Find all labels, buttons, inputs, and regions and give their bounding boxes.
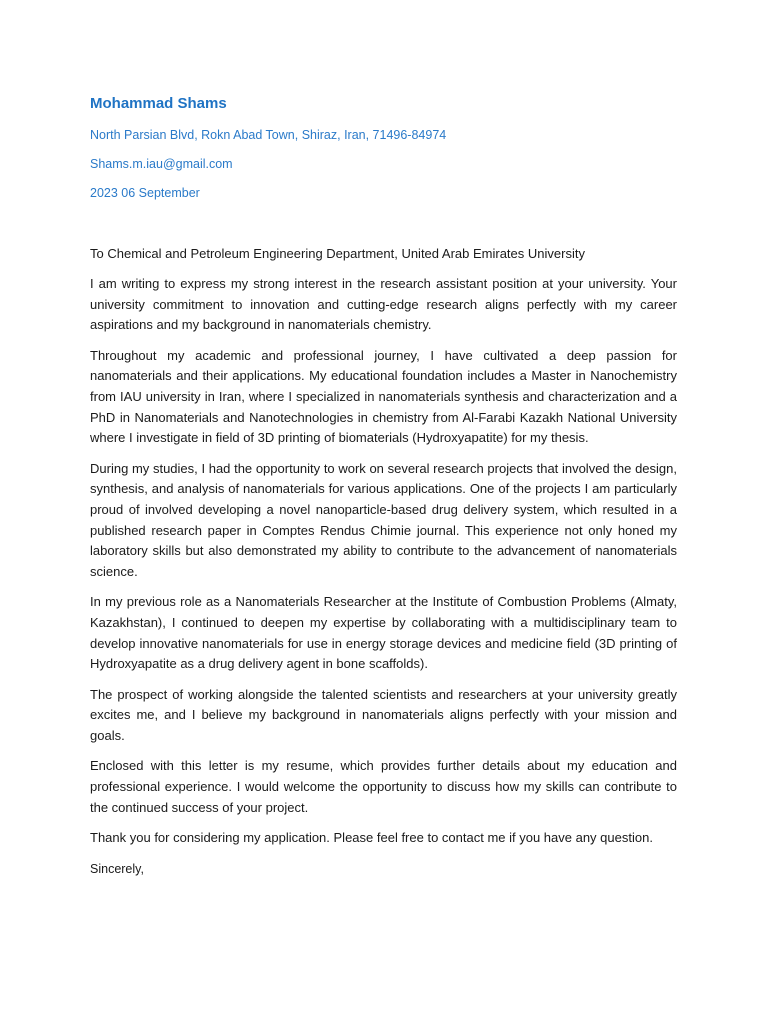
letter-body [90, 244, 677, 879]
paragraph-intro: I am writing to express my strong interest in the research assistant position at your university. Your university commitment to innovation and cutting-edge research aligns perfectly with my career aspirations and my background in nanomaterials chemistry. [90, 276, 677, 333]
letter-date: 2023 06 September [90, 186, 200, 200]
paragraph-thanks: Thank you for considering my application. Please feel free to contact me if you have any question. [90, 830, 653, 846]
sender-header [90, 94, 680, 214]
paragraph-enclosure: Enclosed with this letter is my resume, which provides further details about my education and professional experience. I would welcome the opportunity to discuss how my skills can contribute to the continued success of your project. [90, 758, 677, 815]
paragraph-research: During my studies, I had the opportunity to work on several research projects that involved the design, synthesis, and analysis of nanomaterials for various applications. One of the projects I am particularly proud of involved developing a novel nanoparticle-based drug delivery system, which resulted in a published research paper in Comptes Rendus Chimie journal. This experience not only honed my laboratory skills but also demonstrated my ability to contribute to the advancement of nanomaterials science. [90, 460, 677, 579]
paragraph-prospect: The prospect of working alongside the talented scientists and researchers at your university greatly excites me, and I believe my background in nanomaterials aligns perfectly with your mission and goals. [90, 686, 677, 743]
sender-address: North Parsian Blvd, Rokn Abad Town, Shiraz, Iran, 71496-84974 [90, 128, 447, 142]
paragraph-previous-role: In my previous role as a Nanomaterials Researcher at the Institute of Combustion Problems (Almaty, Kazakhstan), I continued to deepen my expertise by collaborating with a multidisciplinary team to develop innovative nanomaterials for use in energy storage devices and medicine field (3D printing of Hydroxyapatite as a drug delivery agent in bone scaffolds). [90, 594, 677, 672]
recipient-line: To Chemical and Petroleum Engineering Department, United Arab Emirates University [90, 246, 585, 261]
sender-name: Mohammad Shams [90, 95, 227, 112]
closing-signoff: Sincerely, [90, 861, 144, 876]
paragraph-education: Throughout my academic and professional journey, I have cultivated a deep passion for nanomaterials and their applications. My educational foundation includes a Master in Nanochemistry from IAU university in Iran, where I specialized in nanomaterials synthesis and characterization and a PhD in Nanomaterials and Nanotechnologies in chemistry from Al-Farabi Kazakh National University where I investigate in field of 3D printing of biomaterials (Hydroxyapatite) for my thesis. [90, 347, 677, 446]
sender-email: Shams.m.iau@gmail.com [90, 157, 233, 171]
